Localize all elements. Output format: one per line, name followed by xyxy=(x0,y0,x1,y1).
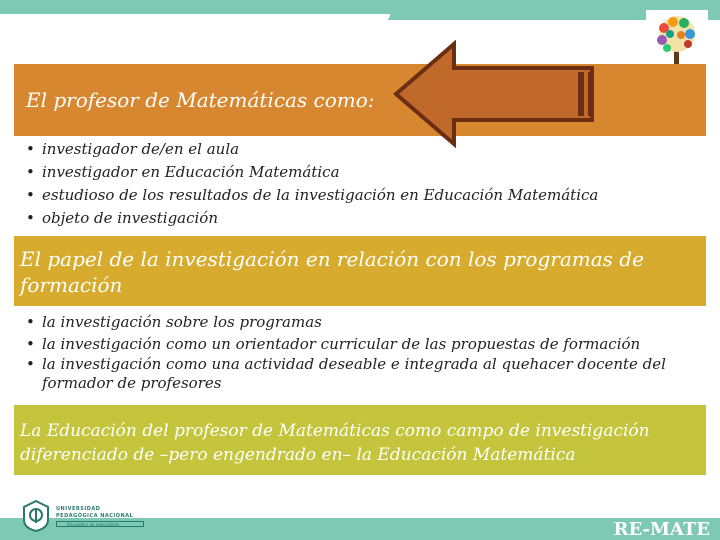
list-item: • objeto de investigación xyxy=(22,207,702,230)
top-decor-notch xyxy=(0,14,390,22)
list-item: • la investigación como una actividad deseable e integrada al quehacer docente del formador de profesores xyxy=(22,355,712,393)
heading-bar-research-role xyxy=(14,236,706,306)
heading-research-role: El papel de la investigación en relación con los programas de formación xyxy=(20,247,644,297)
teacher-roles-list xyxy=(22,138,702,230)
university-name: UNIVERSIDAD PEDAGÓGICA NACIONAL xyxy=(56,506,134,519)
list-item: • estudioso de los resultados de la investigación en Educación Matemática xyxy=(22,184,702,207)
heading-education-field: La Educación del profesor de Matemáticas como campo de investigación diferenciado de –pero engendrado en– la Educación Matemática xyxy=(20,421,650,465)
heading-bar-education-field xyxy=(14,405,706,475)
footer-brand: RE-MATE xyxy=(613,519,710,540)
list-item: • investigador en Educación Matemática xyxy=(22,161,702,184)
left-arrow-icon xyxy=(392,40,612,148)
research-role-list xyxy=(22,311,712,393)
list-item: • la investigación sobre los programas xyxy=(22,311,712,333)
university-tagline: Educadora de educadores xyxy=(56,521,144,527)
list-item: • investigador de/en el aula xyxy=(22,138,702,161)
heading-teacher-roles: El profesor de Matemáticas como: xyxy=(26,88,375,112)
university-logo-icon xyxy=(22,500,50,532)
list-item: • la investigación como un orientador curricular de las propuestas de formación xyxy=(22,333,712,355)
